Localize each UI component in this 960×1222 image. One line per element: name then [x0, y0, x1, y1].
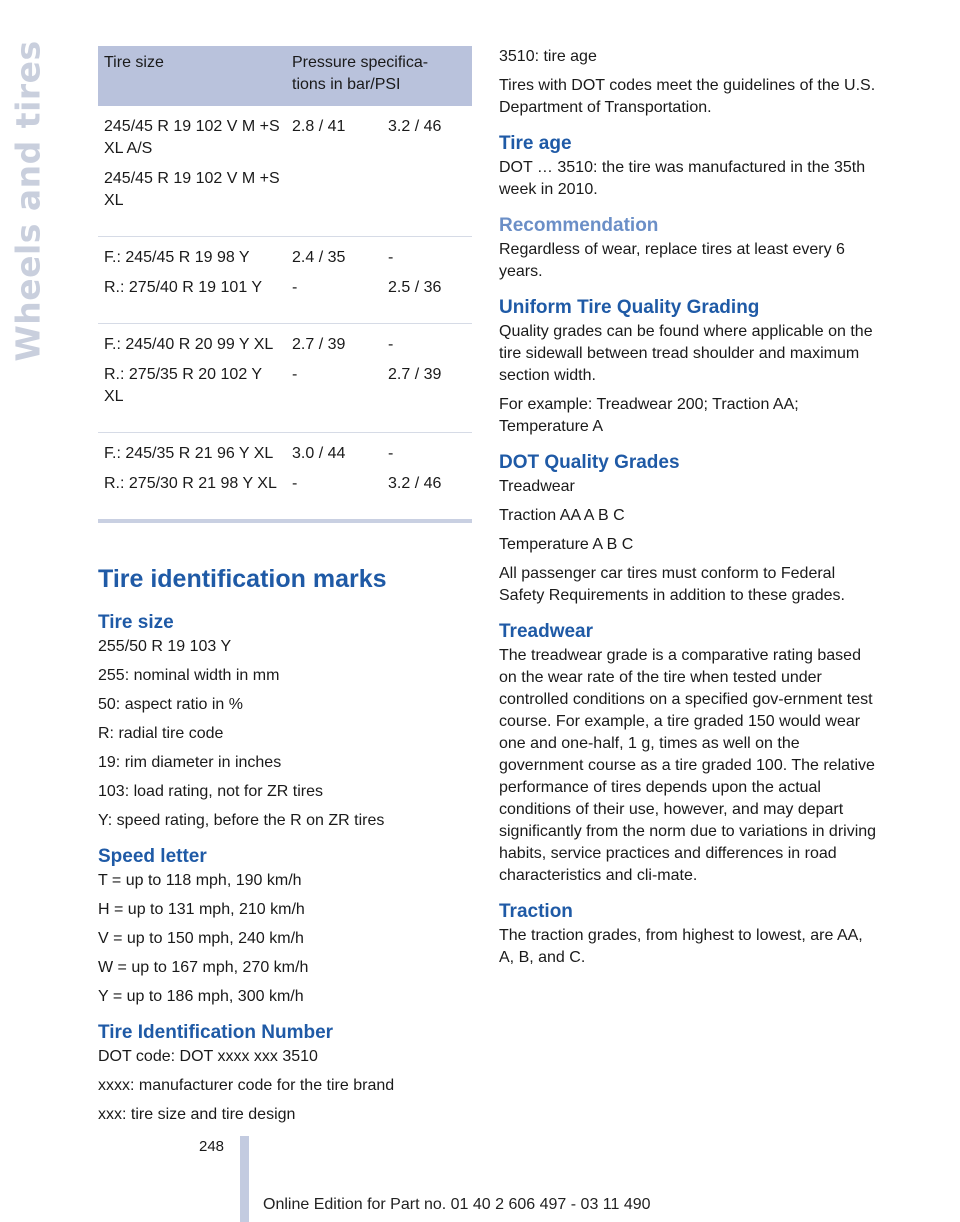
table-row: [98, 237, 472, 324]
section-heading: Tire identification marks: [98, 565, 387, 593]
table-cell-size: F.: 245/40 R 20 99 Y XL R.: 275/35 R 20 102 Y XL: [98, 324, 286, 433]
intro-block: 3510: tire age Tires with DOT codes meet the guidelines of the U.S. Department of Transportation.: [499, 48, 876, 116]
tire-pressure-table: [98, 46, 472, 519]
table-cell-pressure-1: 2.8 / 41: [286, 106, 382, 237]
tin-block: Tire Identification Number DOT code: DOT xxxx xxx 3510 xxxx: manufacturer code for the tire brand xxx: tire size and tire design: [98, 1022, 472, 1126]
subheading-tire-age: Tire age: [499, 133, 572, 154]
table-header-row: [98, 46, 472, 106]
table-cell-size: 245/45 R 19 102 V M +S XL A/S 245/45 R 19 102 V M +S XL: [98, 106, 286, 237]
subheading-traction: Traction: [499, 901, 573, 922]
table-cell-size: F.: 245/45 R 19 98 Y R.: 275/40 R 19 101 Y: [98, 237, 286, 324]
table-cell-pressure-2: - 3.2 / 46: [388, 445, 442, 492]
table-cell-pressure-1: 2.4 / 35 -: [286, 237, 382, 324]
table-row: [98, 433, 472, 520]
left-column: [98, 46, 472, 1140]
table-row: [98, 106, 472, 237]
traction-block: Traction The traction grades, from highest to lowest, are AA, A, B, and C.: [499, 901, 879, 969]
table-row: [98, 324, 472, 433]
right-column: [499, 46, 879, 983]
table-header-pressure: Pressure specifica- tions in bar/PSI: [286, 46, 472, 106]
table-bottom-rule: [98, 519, 472, 523]
speed-letter-block: Speed letter T = up to 118 mph, 190 km/h H = up to 131 mph, 210 km/h V = up to 150 mph, 240 km/h W = up to 167 mph, 270 km/h Y = up to 186 mph, 300 km/h: [98, 846, 472, 1008]
subheading-dot-quality-grades: DOT Quality Grades: [499, 452, 680, 473]
utqg-block: Uniform Tire Quality Grading Quality grades can be found where applicable on the tire sidewall between tread shoulder and maximum section width. For example: Treadwear 200; Traction AA; Temperature A: [499, 297, 879, 438]
subheading-utqg: Uniform Tire Quality Grading: [499, 297, 760, 318]
subheading-speed-letter: Speed letter: [98, 846, 207, 867]
page-number: 248: [199, 1138, 225, 1155]
dot-grades-block: DOT Quality Grades Treadwear Traction AA A B C Temperature A B C All passenger car tires must conform to Federal Safety Requirements in addition to these grades.: [499, 452, 879, 607]
table-header-tire-size: Tire size: [98, 46, 286, 106]
subheading-tire-identification-number: Tire Identification Number: [98, 1022, 334, 1043]
table-cell-pressure-2: 3.2 / 46: [382, 106, 472, 237]
tire-age-block: Tire age DOT … 3510: the tire was manufactured in the 35th week in 2010.: [499, 133, 879, 201]
tire-size-block: Tire size 255/50 R 19 103 Y 255: nominal width in mm 50: aspect ratio in % R: radial tire code 19: rim diameter in inches 103: load rating, not for ZR tires Y: speed rating, before the R on ZR tires: [98, 612, 472, 832]
subheading-treadwear: Treadwear: [499, 621, 593, 642]
subheading-recommendation: Recommendation: [499, 215, 659, 236]
treadwear-block: Treadwear The treadwear grade is a comparative rating based on the wear rate of the tire when tested under controlled conditions on a specified gov‐ernment test course. For example, a tire graded 150 would wear one and one-half, 1 g, times as well on the government course as a tire graded 100. The relative performance of tires depends upon the actual conditions of their use, however, and may depart significantly from the norm due to variations in driving habits, service practices and differences in road characteristics and cli‐mate.: [499, 621, 879, 887]
table-cell-pressure-1: 3.0 / 44 -: [292, 445, 346, 492]
table-cell-pressure-2: - 2.7 / 39: [382, 324, 472, 433]
table-cell-size: F.: 245/35 R 21 96 Y XL R.: 275/30 R 21 98 Y XL: [104, 445, 277, 492]
recommendation-block: Recommendation Regardless of wear, replace tires at least every 6 years.: [499, 215, 879, 283]
table-cell-pressure-1: 2.7 / 39 -: [286, 324, 382, 433]
footer-bar: [240, 1136, 249, 1222]
subheading-tire-size: Tire size: [98, 612, 174, 633]
chapter-side-title: Wheels and tires: [8, 40, 48, 362]
table-cell-pressure-2: - 2.5 / 36: [382, 237, 472, 324]
footer-edition-text: Online Edition for Part no. 01 40 2 606 497 - 03 11 490: [263, 1196, 651, 1213]
